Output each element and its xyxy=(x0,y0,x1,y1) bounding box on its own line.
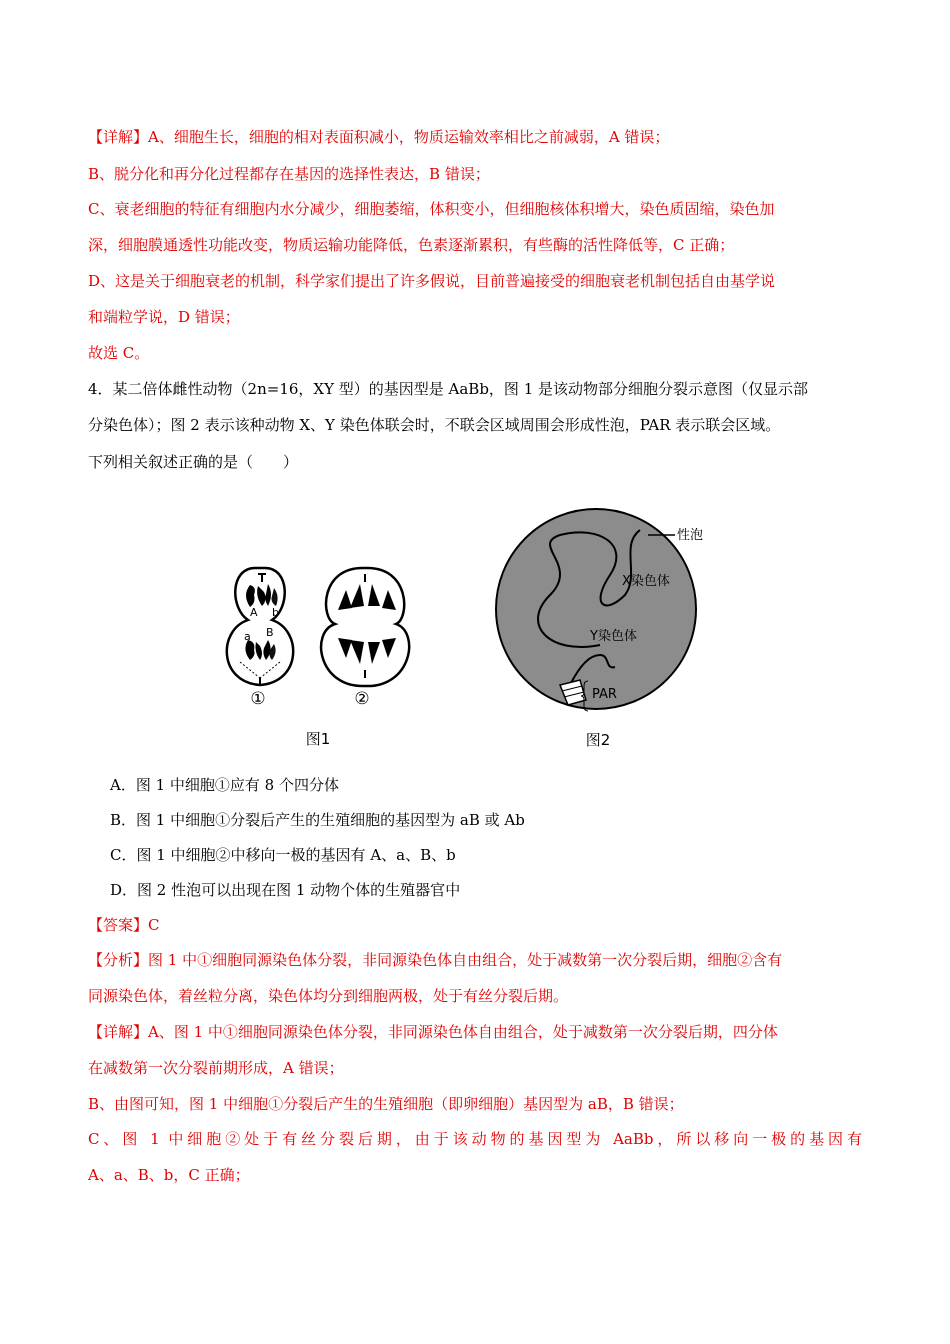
detail2-line-c2: A、a、B、b，C 正确； xyxy=(88,1166,250,1184)
detail2-line-b: B、由图可知，图 1 中细胞①分裂后产生的生殖细胞（即卵细胞）基因型为 aB，B 错误； xyxy=(88,1095,684,1113)
figure2-caption: 图2 xyxy=(585,731,611,749)
analysis-line-1: 【分析】图 1 中①细胞同源染色体分裂，非同源染色体自由组合，处于减数第一次分裂后期，细胞②含有 xyxy=(88,951,783,969)
detail1-line-a: 【详解】A、细胞生长，细胞的相对表面积减小，物质运输效率相比之前减弱，A 错误； xyxy=(88,128,670,146)
figure2-sex-vesicle-diagram xyxy=(490,505,750,750)
label-y-chromosome: Y染色体 xyxy=(590,629,637,644)
detail2-line-c1: C、图 1 中细胞②处于有丝分裂后期，由于该动物的基因型为 AaBb，所以移向一极的基因有 xyxy=(88,1130,862,1148)
option-c: C．图 1 中细胞②中移向一极的基因有 A、a、B、b xyxy=(110,846,456,864)
analysis-line-2: 同源染色体，着丝粒分离，染色体均分到细胞两极，处于有丝分裂后期。 xyxy=(88,987,569,1005)
cell2-label: ② xyxy=(354,689,370,709)
figure1-cell-division-diagram xyxy=(210,560,420,750)
cell1-label: ① xyxy=(250,689,266,709)
gene-A-label: A xyxy=(250,606,258,619)
question4-stem-3: 下列相关叙述正确的是（ ） xyxy=(88,453,299,471)
cell1-outline xyxy=(227,568,293,685)
cell2-outline xyxy=(321,568,409,686)
question4-stem-2: 分染色体）；图 2 表示该种动物 X、Y 染色体联会时，不联会区域周围会形成性泡，PAR 表示联会区域。 xyxy=(88,416,781,434)
option-a: A．图 1 中细胞①应有 8 个四分体 xyxy=(110,776,339,794)
detail1-line-d2: 和端粒学说，D 错误； xyxy=(88,308,240,326)
detail2-line-a1: 【详解】A、图 1 中①细胞同源染色体分裂，非同源染色体自由组合，处于减数第一次分裂后期，四分体 xyxy=(88,1023,778,1041)
label-par: PAR xyxy=(592,687,617,702)
detail1-line-b: B、脱分化和再分化过程都存在基因的选择性表达，B 错误； xyxy=(88,165,490,183)
detail1-line-c2: 深，细胞膜通透性功能改变，物质运输功能降低，色素逐渐累积，有些酶的活性降低等，C 正确； xyxy=(88,236,735,254)
detail2-line-a2: 在减数第一次分裂前期形成，A 错误； xyxy=(88,1059,344,1077)
question4-stem-1: 4．某二倍体雌性动物（2n=16，XY 型）的基因型是 AaBb，图 1 是该动物部分细胞分裂示意图（仅显示部 xyxy=(88,380,809,398)
figure1-caption: 图1 xyxy=(305,730,331,748)
answer-label: 【答案】C xyxy=(88,916,160,934)
detail1-line-c1: C、衰老细胞的特征有细胞内水分减少，细胞萎缩，体积变小，但细胞核体积增大，染色质固缩，染色加 xyxy=(88,200,775,218)
option-b: B．图 1 中细胞①分裂后产生的生殖细胞的基因型为 aB 或 Ab xyxy=(110,811,525,829)
sex-vesicle-circle xyxy=(496,509,696,709)
detail1-line-d1: D、这是关于细胞衰老的机制，科学家们提出了许多假说，目前普遍接受的细胞衰老机制包括自由基学说 xyxy=(88,272,776,290)
label-x-chromosome: X染色体 xyxy=(622,574,670,589)
detail1-conclusion: 故选 C。 xyxy=(88,344,150,362)
gene-a-label: a xyxy=(244,630,251,643)
option-d: D．图 2 性泡可以出现在图 1 动物个体的生殖器官中 xyxy=(110,881,461,899)
gene-B-label: B xyxy=(266,626,274,639)
gene-b-label: b xyxy=(272,606,279,619)
label-vesicle: 性泡 xyxy=(677,528,704,543)
